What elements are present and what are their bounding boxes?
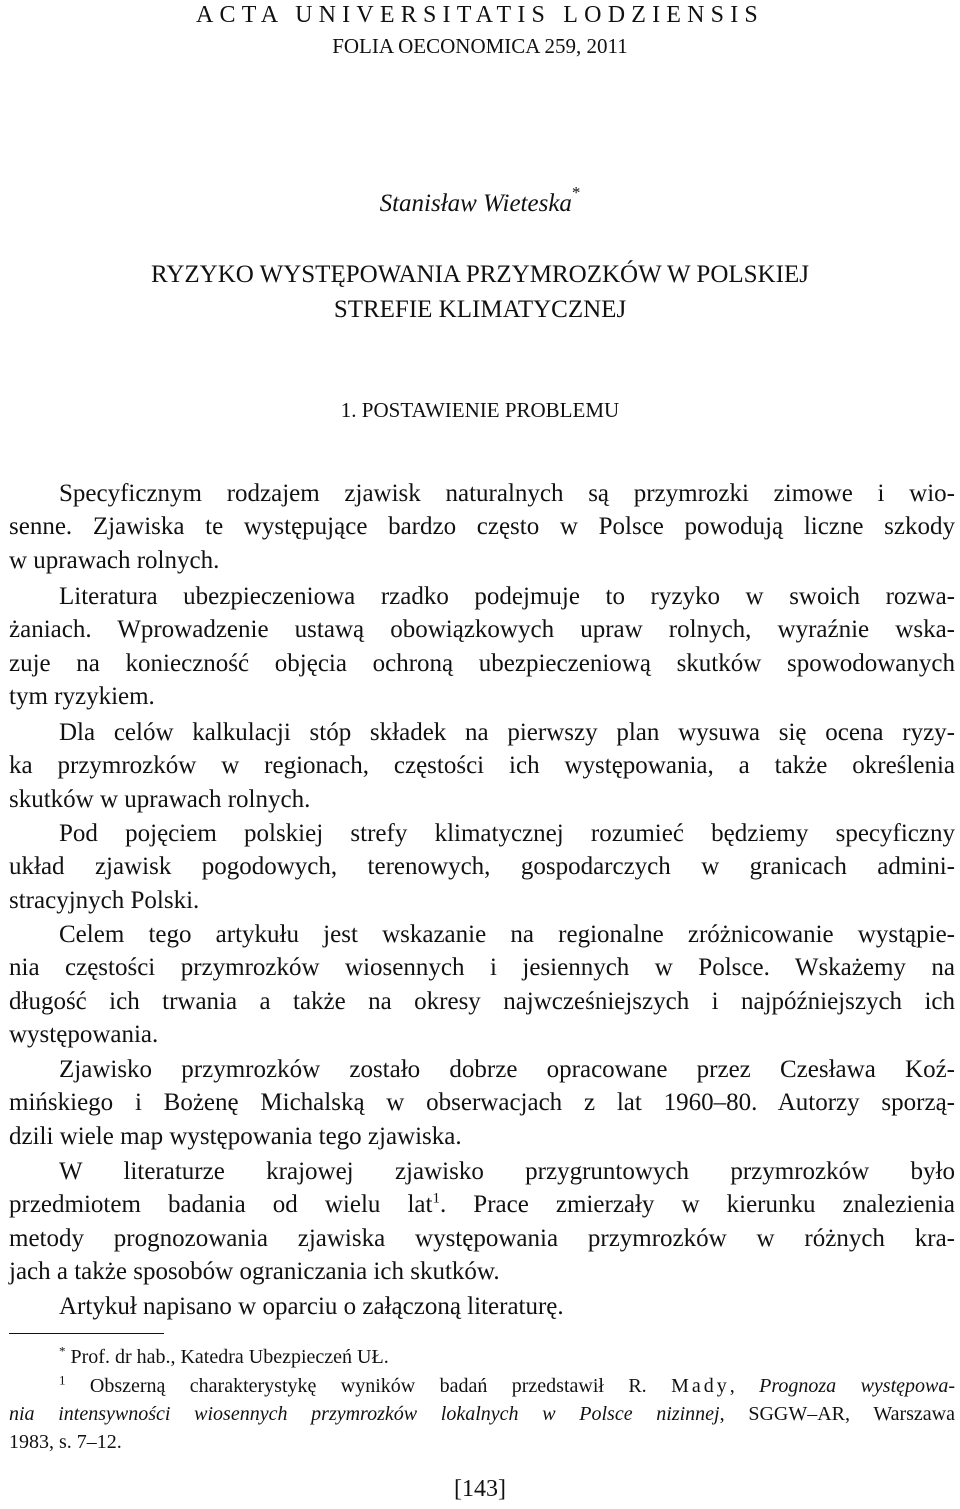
article-title-line-2: STREFIE KLIMATYCZNEJ: [333, 296, 627, 323]
paragraph-6: [9, 1053, 955, 1153]
text-span: . Prace zmierzały w kierunku znalezienia: [439, 1191, 955, 1219]
article-title-line-1: RYZYKO WYSTĘPOWANIA PRZYMROZKÓW W POLSKIEJ: [151, 261, 809, 288]
paragraph-5: [9, 918, 955, 1051]
footnote-mark: 1: [59, 1372, 66, 1388]
paragraph-3: [9, 716, 955, 816]
text-line: senne. Zjawiska te występujące bardzo często w Polsce powodują liczne szkody: [9, 513, 955, 541]
footnote-text: Obszerną charakterystykę wyników badań przedstawił R.: [65, 1375, 672, 1397]
author-name: [0, 182, 960, 218]
text-line: w uprawach rolnych.: [9, 546, 220, 574]
footnote-line: [9, 1400, 955, 1428]
text-span: przedmiotem badania od wielu lat: [9, 1191, 433, 1219]
text-line: Celem tego artykułu jest wskazanie na regionalne zróżnicowanie wystąpie-: [59, 921, 955, 948]
footnote-text: Prof. dr hab., Katedra Ubezpieczeń UŁ.: [65, 1346, 389, 1368]
text-line: Pod pojęciem polskiej strefy klimatycznej rozumieć będziemy specyficzny: [59, 820, 955, 847]
footnote-text: ,: [729, 1375, 760, 1397]
author-name-text: Stanisław Wieteska: [379, 190, 572, 217]
cited-author: Mady: [671, 1375, 730, 1397]
text-line: metody prognozowania zjawiska występowania przymrozków w różnych kra-: [9, 1224, 955, 1252]
footnote-mark: *: [59, 1343, 66, 1359]
text-line: występowania.: [9, 1020, 159, 1048]
page-number: [143]: [454, 1476, 506, 1502]
text-line: dzili wiele map występowania tego zjawiska.: [9, 1122, 462, 1150]
paragraph-1: [9, 477, 955, 577]
text-line: [9, 1188, 955, 1221]
footnote-divider: [9, 1333, 164, 1334]
text-line: Artykuł napisano w oparciu o załączoną literaturę.: [59, 1293, 564, 1320]
text-line: stracyjnych Polski.: [9, 886, 200, 914]
footnote-1: [9, 1343, 955, 1371]
journal-name: ACTA UNIVERSITATIS LODZIENSIS: [196, 2, 764, 28]
text-line: Specyficznym rodzajem zjawisk naturalnych są przymrozki zimowe i wio-: [59, 480, 955, 507]
author-footnote-mark: *: [571, 182, 581, 202]
text-line: układ zjawisk pogodowych, terenowych, gospodarczych w granicach admini-: [9, 853, 955, 881]
paragraph-8: [9, 1290, 955, 1323]
journal-folio: FOLIA OECONOMICA 259, 2011: [332, 34, 628, 58]
text-line: żaniach. Wprowadzenie ustawą obowiązkowych upraw rolnych, wyraźnie wska-: [9, 616, 955, 644]
footnote-line: [9, 1372, 955, 1400]
cited-title: Prognoza występowa-: [759, 1375, 956, 1397]
footnote-line: [9, 1343, 955, 1371]
text-line: nia częstości przymrozków wiosennych i jesiennych w Polsce. Wskażemy na: [9, 954, 955, 982]
paragraph-2: [9, 580, 955, 713]
text-line: skutków w uprawach rolnych.: [9, 785, 311, 813]
text-line: mińskiego i Bożenę Michalską w obserwacjach z lat 1960–80. Autorzy sporzą-: [9, 1089, 955, 1117]
footnote-text: , SGGW–AR, Warszawa: [719, 1403, 955, 1425]
footnote-line: 1983, s. 7–12.: [9, 1431, 122, 1453]
text-line: W literaturze krajowej zjawisko przygruntowych przymrozków było: [59, 1158, 955, 1185]
text-line: jach a także sposobów ograniczania ich skutków.: [9, 1257, 500, 1285]
footnote-2: [9, 1372, 955, 1456]
paragraph-7: [9, 1155, 955, 1288]
text-line: ka przymrozków w regionach, częstości ich występowania, a także określenia: [9, 752, 955, 780]
text-line: Dla celów kalkulacji stóp składek na pierwszy plan wysuwa się ocena ryzy-: [59, 719, 955, 746]
paragraph-4: [9, 817, 955, 917]
text-line: tym ryzykiem.: [9, 682, 155, 710]
text-line: zuje na konieczność objęcia ochroną ubezpieczeniową skutków spowodowanych: [9, 649, 955, 677]
cited-title: nia intensywności wiosennych przymrozków lokalnych w Polsce nizinnej: [9, 1403, 720, 1425]
section-heading: 1. POSTAWIENIE PROBLEMU: [340, 398, 620, 422]
text-line: Zjawisko przymrozków zostało dobrze opracowane przez Czesława Koź-: [59, 1056, 955, 1083]
footnote-ref-1: 1: [432, 1190, 440, 1207]
text-line: długość ich trwania a także na okresy najwcześniejszych i najpóźniejszych ich: [9, 987, 955, 1015]
text-line: Literatura ubezpieczeniowa rzadko podejmuje to ryzyko w swoich rozwa-: [59, 583, 955, 610]
